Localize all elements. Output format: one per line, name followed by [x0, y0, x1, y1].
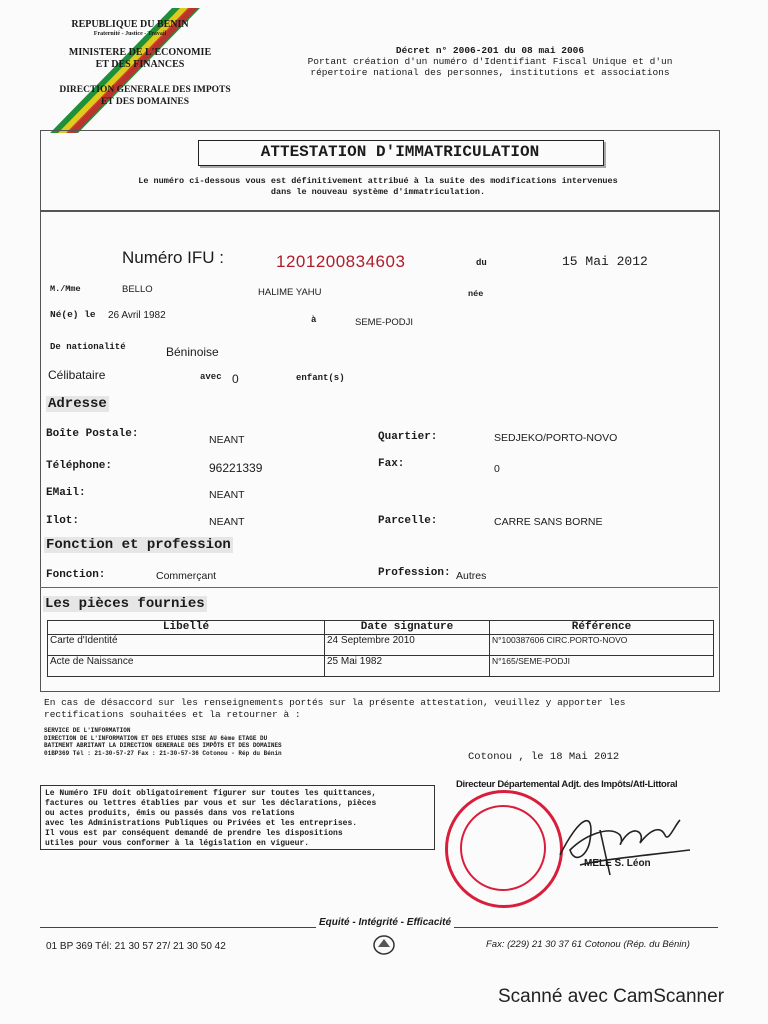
- profession-divider: [40, 587, 718, 588]
- email-label: EMail:: [46, 487, 86, 499]
- notice-line: ou actes produits, émis ou passés dans vos relations: [45, 809, 295, 818]
- children-label: enfant(s): [296, 373, 345, 383]
- fax-label: Fax:: [378, 458, 405, 470]
- email-value: NEANT: [209, 489, 245, 501]
- signatory-name: MELE S. Léon: [584, 858, 651, 869]
- ifu-du: du: [476, 258, 487, 268]
- intro-line1: Le numéro ci-dessous vous est définitivement attribué à la suite des modifications intervenues: [138, 176, 618, 186]
- notice-box: [40, 785, 435, 850]
- place-date: Cotonou , le 18 Mai 2012: [468, 751, 620, 763]
- pieces-table: [47, 620, 714, 677]
- camscanner-watermark: Scanné avec CamScanner: [498, 986, 725, 1007]
- service-address: [44, 727, 282, 757]
- nationality-label: De nationalité: [50, 342, 126, 352]
- ilot-label: Ilot:: [46, 515, 80, 527]
- ilot-value: NEANT: [209, 516, 245, 528]
- notice-line: Le Numéro IFU doit obligatoirement figurer sur toutes les quittances,: [45, 789, 377, 798]
- cell-date: 25 Mai 1982: [325, 656, 490, 677]
- notice-line: factures ou lettres établies par vous et sur les déclarations, pièces: [45, 799, 377, 808]
- pieces-header-row: [48, 621, 714, 635]
- decree-desc2: répertoire national des personnes, institutions et associations: [310, 67, 670, 78]
- notice-line: avec les Administrations Publiques ou Privées et les entreprises.: [45, 819, 358, 828]
- surname: BELLO: [122, 284, 153, 295]
- cell-libelle: Acte de Naissance: [48, 656, 325, 677]
- signatory-title: Directeur Départemental Adjt. des Impôts/Atl-Littoral: [456, 779, 678, 790]
- bp-label: Boîte Postale:: [46, 428, 139, 440]
- direction-line2: ET DES DOMAINES: [101, 97, 189, 107]
- address-section-title: Adresse: [48, 396, 107, 412]
- tel-value: 96221339: [209, 461, 263, 475]
- decree-desc1: Portant création d'un numéro d'Identifiant Fiscal Unique et d'un: [307, 56, 673, 67]
- service-line3: BATIMENT ABRITANT LA DIRECTION GENERALE DES IMPÔTS ET DES DOMAINES: [44, 742, 282, 749]
- coat-of-arms-icon: [372, 934, 396, 956]
- quartier-value: SEDJEKO/PORTO-NOVO: [494, 432, 618, 444]
- ifu-label: Numéro IFU :: [122, 248, 225, 267]
- ministry: [45, 47, 235, 71]
- fax-value: 0: [494, 463, 500, 475]
- country-name: REPUBLIQUE DU BENIN: [71, 19, 189, 30]
- motto: Fraternité - Justice - Travail: [93, 31, 167, 37]
- born-date: 26 Avril 1982: [108, 310, 166, 321]
- ifu-date: 15 Mai 2012: [562, 254, 648, 269]
- service-line2: DIRECTION DE L'INFORMATION ET DES ETUDES SISE AU 6ème ETAGE DU: [44, 734, 268, 742]
- footer-left: 01 BP 369 Tél: 21 30 57 27/ 21 30 50 42: [46, 941, 226, 952]
- direction-line1: DIRECTION GENERALE DES IMPOTS: [59, 85, 231, 95]
- intro-line2: dans le nouveau système d'immatriculation.: [270, 187, 486, 197]
- footer-motto: Equité - Intégrité - Efficacité: [316, 917, 454, 928]
- col-reference: Référence: [490, 621, 714, 635]
- service-line4: 01BP369 Tél : 21-30-57-27 Fax : 21-30-57-36 Cotonou - Rép du Bénin: [44, 749, 282, 757]
- col-date: Date signature: [325, 621, 490, 635]
- footer-right: Fax: (229) 21 30 37 61 Cotonou (Rép. du Bénin): [486, 939, 690, 950]
- bp-value: NEANT: [209, 434, 245, 446]
- tel-label: Téléphone:: [46, 460, 113, 472]
- mme-label: M./Mme: [50, 284, 81, 294]
- disagreement-text: [44, 697, 724, 721]
- cell-reference: N°100387606 CIRC.PORTO-NOVO: [490, 635, 714, 656]
- table-row: [48, 635, 714, 656]
- cell-libelle: Carte d'Identité: [48, 635, 325, 656]
- stamp-inner-ring: [460, 805, 546, 891]
- parcelle-value: CARRE SANS BORNE: [494, 516, 603, 528]
- notice-line: Il vous est par conséquent demandé de prendre les dispositions: [45, 829, 343, 838]
- disagreement-line2: rectifications souhaitées et la retourner à :: [44, 709, 301, 720]
- cell-reference: N°165/SEME-PODJI: [490, 656, 714, 677]
- avec-label: avec: [200, 372, 222, 382]
- marital-status: Célibataire: [48, 368, 106, 382]
- decree-title: Décret n° 2006-201 du 08 mai 2006: [395, 45, 585, 56]
- ministry-line1: MINISTERE DE L'ECONOMIE: [68, 47, 212, 58]
- a-label: à: [311, 315, 317, 325]
- pieces-section-title: Les pièces fournies: [45, 596, 205, 612]
- notice-line: utiles pour vous conformer à la législation en vigueur.: [45, 839, 310, 848]
- born-place: SEME-PODJI: [355, 317, 414, 328]
- parcelle-label: Parcelle:: [378, 515, 438, 527]
- quartier-label: Quartier:: [378, 431, 438, 443]
- born-label: Né(e) le: [50, 309, 96, 320]
- table-row: [48, 656, 714, 677]
- ministry-line2: ET DES FINANCES: [95, 59, 185, 70]
- service-line1: SERVICE DE L'INFORMATION: [44, 727, 131, 734]
- intro-text: [48, 176, 708, 198]
- cell-date: 24 Septembre 2010: [325, 635, 490, 656]
- fonction-value: Commerçant: [156, 570, 217, 582]
- nationality: Béninoise: [166, 345, 219, 359]
- disagreement-line1: En cas de désaccord sur les renseignements portés sur la présente attestation, veuillez y apporter les: [44, 697, 626, 708]
- document-title: ATTESTATION D'IMMATRICULATION: [260, 143, 540, 161]
- fonction-label: Fonction:: [46, 569, 106, 581]
- given-name: HALIME YAHU: [258, 287, 322, 298]
- children-count: 0: [232, 372, 239, 386]
- profession-label: Profession:: [378, 567, 451, 579]
- signature: [540, 795, 700, 885]
- nee-label: née: [468, 289, 484, 299]
- profession-value: Autres: [456, 570, 487, 582]
- header-left: [55, 19, 205, 38]
- ifu-number: 1201200834603: [276, 252, 406, 271]
- direction: [45, 84, 245, 108]
- decree-block: [270, 45, 710, 78]
- col-libelle: Libellé: [48, 621, 325, 635]
- profession-section-title: Fonction et profession: [46, 537, 231, 553]
